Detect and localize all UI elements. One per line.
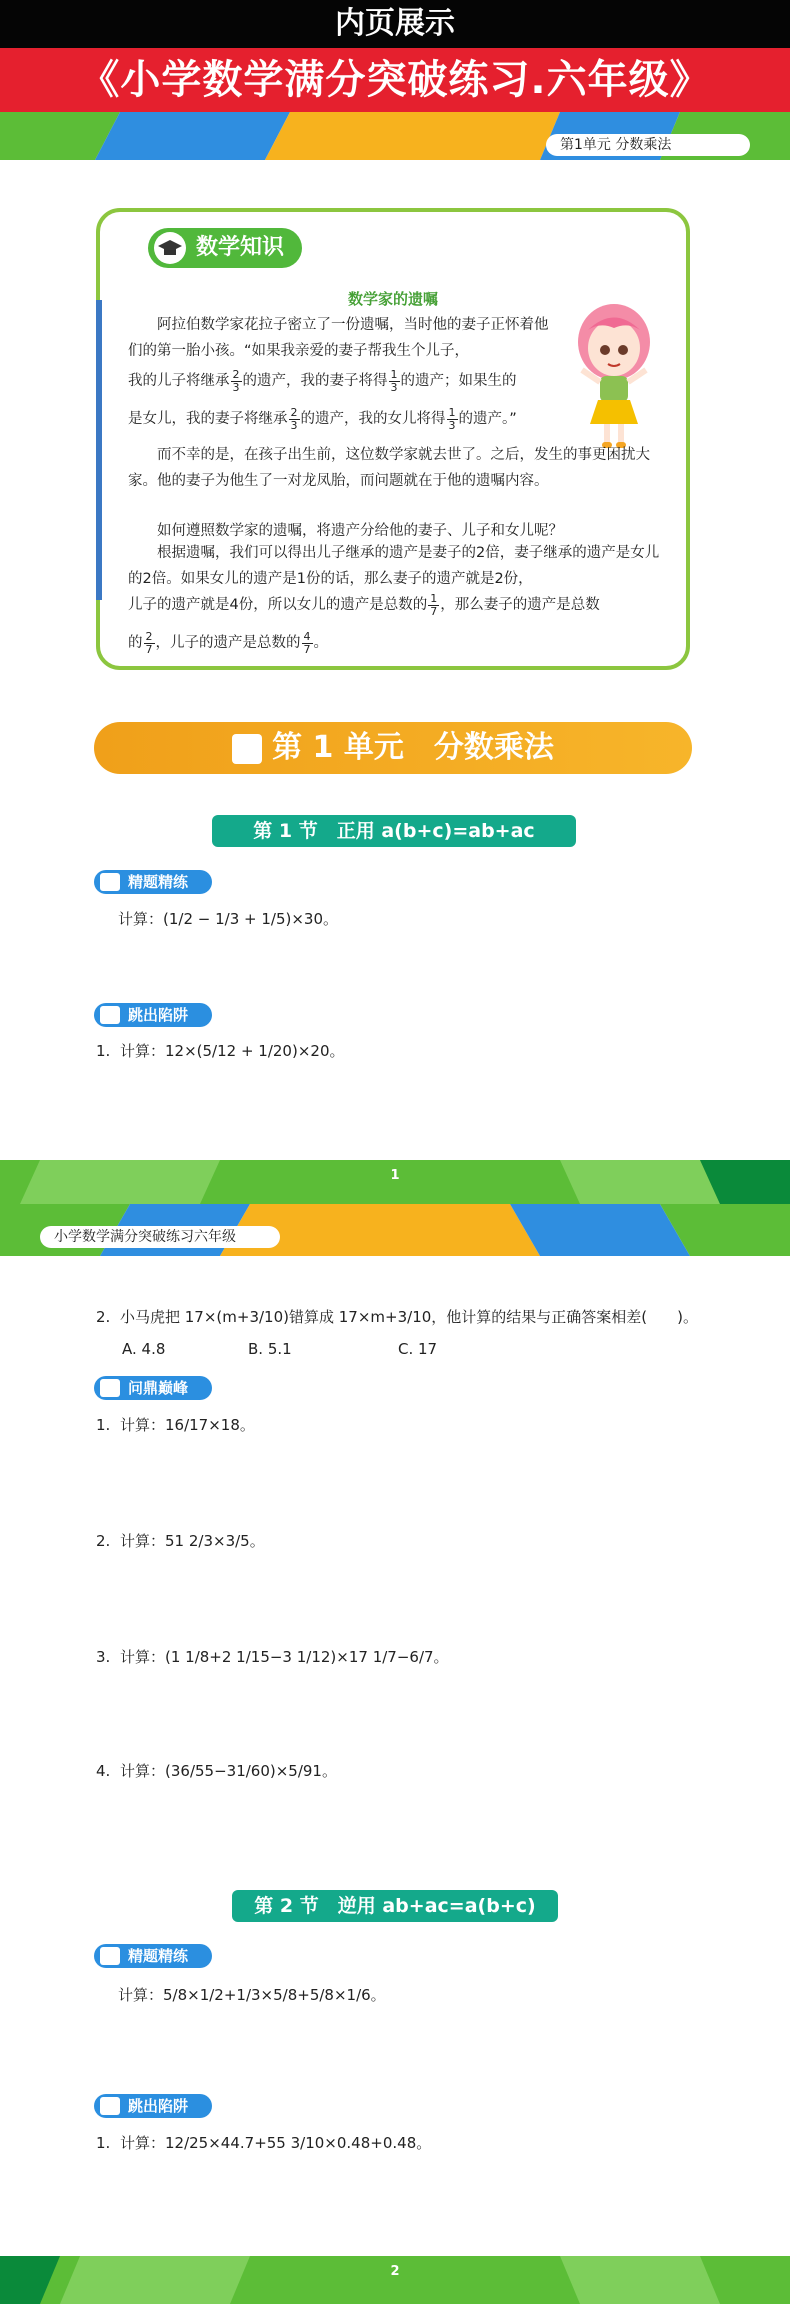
jump-icon xyxy=(100,2097,120,2115)
cartoon-girl-illustration xyxy=(568,300,660,450)
tag-tiaochu-1 xyxy=(94,1003,212,1027)
question-number: 2. xyxy=(96,1532,111,1550)
question-peak1 xyxy=(96,1410,255,1440)
question-number: 1. xyxy=(96,1042,111,1060)
question-s2: 计算：5/8×1/2+1/3×5/8+5/8×1/6。 xyxy=(118,1986,386,2004)
section-2-header: 第 2 节 逆用 ab+ac=a(b+c) xyxy=(232,1890,558,1922)
page-number-2: 2 xyxy=(390,2264,400,2279)
denominator: 3 xyxy=(390,380,398,394)
section-1-header: 第 1 节 正用 a(b+c)=ab+ac xyxy=(212,815,576,847)
jump-icon xyxy=(100,1006,120,1024)
numerator: 2 xyxy=(145,629,153,643)
denominator: 7 xyxy=(303,642,311,656)
fraction xyxy=(389,369,400,394)
question-number: 1. xyxy=(96,1416,111,1434)
unit-banner xyxy=(94,722,692,774)
numerator: 2 xyxy=(232,367,240,381)
question-number: 2. xyxy=(96,1308,111,1326)
question-peak3 xyxy=(96,1642,449,1672)
fraction xyxy=(447,407,458,432)
page-number-1: 1 xyxy=(390,1168,400,1183)
denominator: 3 xyxy=(290,418,298,432)
page2-pill: 小学数学满分突破练习六年级 xyxy=(40,1226,280,1248)
knowledge-box-accent xyxy=(96,300,102,600)
question-text: 计算：51 2/3×3/5。 xyxy=(120,1532,265,1550)
text-segment: 的 xyxy=(128,635,143,651)
knowledge-p1-line3 xyxy=(128,406,558,432)
knowledge-p4-line4 xyxy=(128,630,660,656)
question-s1-trap2-options xyxy=(122,1334,522,1364)
text-segment: ，那么妻子的遗产是总数 xyxy=(440,597,600,613)
question-s1: 计算：(1/2 − 1/3 + 1/5)×30。 xyxy=(118,910,338,928)
numerator: 1 xyxy=(430,591,438,605)
question-text: 计算：12/25×44.7+55 3/10×0.48+0.48。 xyxy=(120,2134,432,2152)
question-peak2 xyxy=(96,1526,265,1556)
question-number: 3. xyxy=(96,1648,111,1666)
question-number: 4. xyxy=(96,1762,111,1780)
trophy-icon xyxy=(100,1379,120,1397)
tag-label: 问鼎巅峰 xyxy=(128,1379,189,1397)
question-s1-trap2 xyxy=(96,1302,698,1332)
option-b: B. 5.1 xyxy=(248,1340,292,1358)
text-segment: 我的儿子将继承 xyxy=(128,373,230,389)
text-segment: 儿子的遗产就是4份，所以女儿的遗产是总数的 xyxy=(128,597,428,613)
question-text: 计算：16/17×18。 xyxy=(120,1416,255,1434)
question-peak4 xyxy=(96,1756,337,1786)
unit-pill: 第1单元 分数乘法 xyxy=(546,134,750,156)
text-segment: 的遗产，我的妻子将得 xyxy=(242,373,388,389)
fraction xyxy=(428,593,439,618)
text-segment: ，儿子的遗产是总数的 xyxy=(155,635,301,651)
text-segment: 的遗产；如果生的 xyxy=(400,373,517,389)
tag-jingti-2 xyxy=(94,1944,212,1968)
fraction xyxy=(289,407,300,432)
denominator: 7 xyxy=(430,604,438,618)
numerator: 1 xyxy=(448,405,456,419)
fraction xyxy=(231,369,242,394)
denominator: 3 xyxy=(448,418,456,432)
fraction xyxy=(302,631,313,656)
numerator: 4 xyxy=(303,629,311,643)
knowledge-p1-line2 xyxy=(128,368,558,394)
tag-label: 跳出陷阱 xyxy=(128,2097,189,2115)
question-number: 1. xyxy=(96,2134,111,2152)
question-text: 小马虎把 17×(m+3/10)错算成 17×m+3/10，他计算的结果与正确答案相差( )。 xyxy=(120,1308,698,1326)
question-s2-trap1 xyxy=(96,2128,431,2158)
numerator: 1 xyxy=(390,367,398,381)
knowledge-p2: 而不幸的是，在孩子出生前，这位数学家就去世了。之后，发生的事更困扰大家。他的妻子为他生了一对龙凤胎，而问题就在于他的遗嘱内容。 xyxy=(128,447,650,489)
tag-wending xyxy=(94,1376,212,1400)
question-text: 计算：(36/55−31/60)×5/91。 xyxy=(120,1762,337,1780)
tag-tiaochu-2 xyxy=(94,2094,212,2118)
knowledge-p4-a: 根据遗嘱，我们可以得出儿子继承的遗产是妻子的2倍，妻子继承的遗产是女儿的2倍。如果女儿的遗产是1份的话，那么妻子的遗产就是2份， xyxy=(128,545,660,587)
knowledge-p1-a: 阿拉伯数学家花拉子密立了一份遗嘱，当时他的妻子正怀着他们的第一胎小孩。“如果我亲爱的妻子帮我生个儿子， xyxy=(128,317,549,359)
question-s1-trap1 xyxy=(96,1036,345,1066)
text-segment: 的遗产，我的女儿将得 xyxy=(300,411,446,427)
tag-label: 精题精练 xyxy=(128,1947,189,1965)
numerator: 2 xyxy=(290,405,298,419)
question-text: 计算：12×(5/12 + 1/20)×20。 xyxy=(120,1042,345,1060)
option-a: A. 4.8 xyxy=(122,1340,166,1358)
knowledge-title: 数学家的遗嘱 xyxy=(347,290,438,308)
knowledge-badge: 数学知识 xyxy=(148,228,302,268)
tag-label: 跳出陷阱 xyxy=(128,1006,189,1024)
denominator: 3 xyxy=(232,380,240,394)
question-text: 计算：(1 1/8+2 1/15−3 1/12)×17 1/7−6/7。 xyxy=(120,1648,449,1666)
book-icon xyxy=(232,734,262,764)
text-segment: 的遗产。” xyxy=(458,411,517,427)
list-icon xyxy=(100,873,120,891)
fraction xyxy=(144,631,155,656)
tag-jingti-1 xyxy=(94,870,212,894)
list-icon xyxy=(100,1947,120,1965)
text-segment: 是女儿，我的妻子将继承 xyxy=(128,411,288,427)
denominator: 7 xyxy=(145,642,153,656)
option-c: C. 17 xyxy=(398,1340,438,1358)
knowledge-p4-line3 xyxy=(128,592,660,618)
graduation-cap-icon xyxy=(154,232,186,264)
book-title: 《小学数学满分突破练习.六年级》 xyxy=(0,48,790,112)
tag-label: 精题精练 xyxy=(128,873,189,891)
text-segment: 。 xyxy=(313,635,328,651)
knowledge-p3: 如何遵照数学家的遗嘱，将遗产分给他的妻子、儿子和女儿呢？ xyxy=(157,523,563,539)
unit-banner-label: 第 1 单元 分数乘法 xyxy=(272,730,554,765)
top-label: 内页展示 xyxy=(0,0,790,48)
